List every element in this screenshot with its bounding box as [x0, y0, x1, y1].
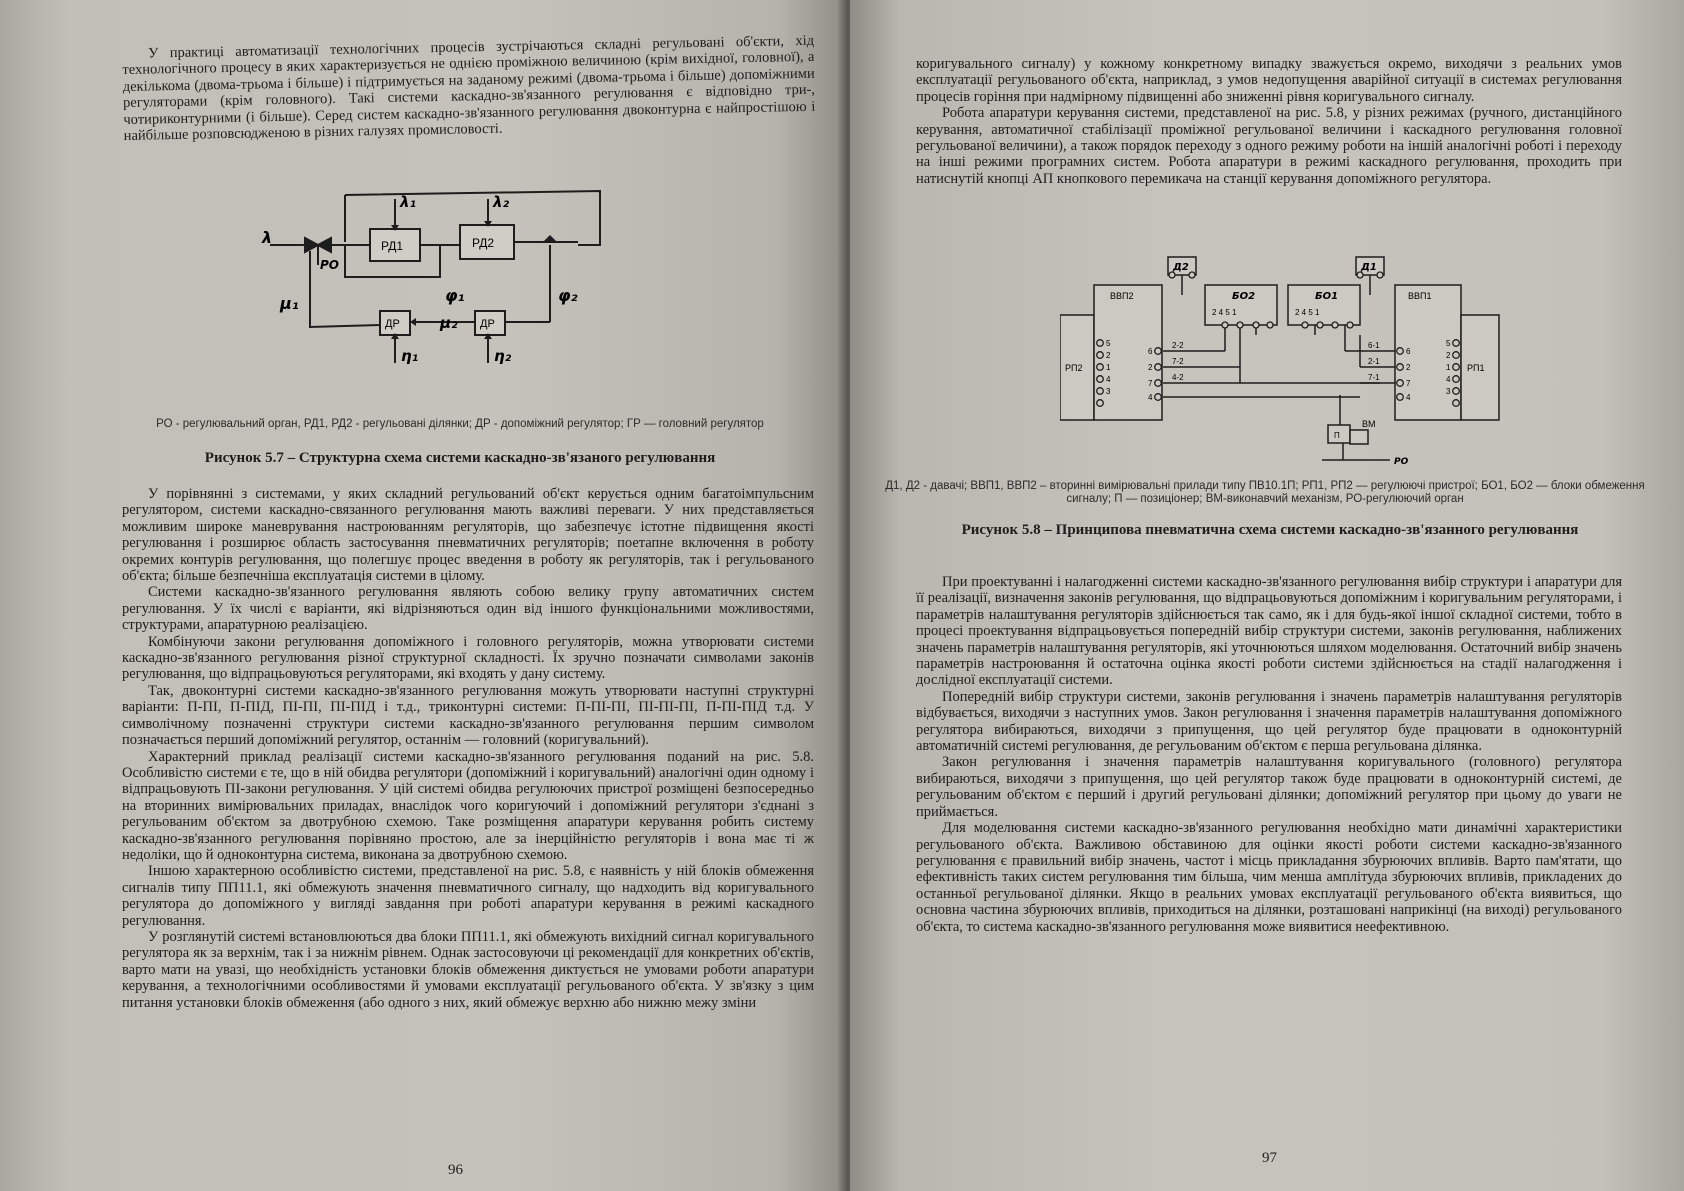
fig8-wire-label: 4-2 — [1172, 373, 1184, 382]
fig8-label-vm: ВМ — [1362, 419, 1376, 429]
figure-5-7-diagram — [260, 185, 620, 400]
fig8-label-d2: Д2 — [1173, 262, 1189, 273]
right-page — [850, 0, 1684, 1191]
fig8-pin: 2 — [1148, 363, 1153, 372]
left-paragraph: Іншою характерною особливістю системи, представленої на рис. 5.8, є наявність у ній блоків обмеження сигналів типу ПП11.1, які обмежують значення пневматичного сигналу, що надходить від коригувального регулятора до допоміжного у вигляді завдання при роботі апаратури керування в режимі каскадного регулювання. — [122, 863, 814, 929]
fig8-pin: 5 — [1446, 339, 1451, 348]
figure-5-7-caption: РО - регулювальний орган, РД1, РД2 - регульовані ділянки; ДР - допоміжний регулятор; ГР — головний регулятор — [156, 418, 764, 430]
left-page-number: 96 — [448, 1162, 463, 1178]
fig8-pin: 4 — [1148, 393, 1153, 402]
fig7-block-rd1: РД1 — [381, 239, 404, 253]
right-paragraph: Закон регулювання і значення параметрів налаштування коригувального (головного) регулятора вибираються, виходячи з припущення, що цей регулятор також буде працювати в одноконтурній системі, де регульованим об'єктом є перший і другий регульовані ділянки; допоміжний регулятор при цьому до уваги не приймається. — [916, 754, 1622, 820]
fig8-bo1-terminals: 2 4 5 1 — [1295, 308, 1320, 317]
right-paragraph: Попередній вибір структури системи, законів регулювання і значень параметрів налаштування регуляторів відбувається, виходячи з наступних умов. Закон регулювання і значення параметрів налаштування допоміжного регулятора вибираються, виходячи з припущення, що цей регулятор буде працювати в одноконтурній автоматичній системі регулювання, де регульованим об'єктом є перша регульована ділянка. — [916, 688, 1622, 755]
left-paragraph: Характерний приклад реалізації системи каскадно-зв'язанного регулювання поданий на рис. 5.8. Особливістю системи є те, що в ній обидва регулятори (допоміжний і коригувальний) аналогічні один одному і відпрацьовують ПІ-закони регулювання. У цій системі обидва регулюючих пристрої розміщені безпосередньо на вторинних вимірювальних приладах, внаслідок чого коригуючий і допоміжний регулятори з'єднані з регульованим об'єктом за двотрубною схемою. Таке розміщення апаратури керування робить систему каскадно-зв'язанного регулювання порівняно простою, але за інерційністю регуляторів і вона має ті ж недоліки, що й одноконтурна система, виконана за двотрубною схемою. — [122, 748, 814, 863]
fig8-wire-label: 7-2 — [1172, 357, 1184, 366]
fig7-label-lambda1: λ₁ — [400, 193, 417, 211]
fig8-pin: 2 — [1446, 351, 1451, 360]
fig8-pin: 4 — [1406, 393, 1411, 402]
fig7-label-mu1: μ₁ — [280, 294, 299, 313]
fig7-label-mu2: μ₂ — [440, 314, 458, 332]
fig8-label-bo1: БО1 — [1315, 291, 1339, 302]
figure-5-8-caption: Д1, Д2 - давачі; ВВП1, ВВП2 – вторинні вимірювальні прилади типу ПВ10.1П; РП1, РП2 — регулюючі пристрої; БО1, БО2 — блоки обмеження сигналу; П — позиціонер; ВМ-виконавчий механізм, РО-регулюючий орган — [885, 480, 1645, 505]
right-body-text — [916, 574, 1622, 935]
fig8-label-p: П — [1334, 431, 1340, 440]
left-paragraph: У розглянутій системі встановлюються два блоки ПП11.1, які обмежують вихідний сигнал коригувального регулятора як за верхнім, так і за нижнім рівнем. Однак застосовуючи ці рекомендації для конкретних об'єктів, варто мати на увазі, що необхідність установки блоків обмеження диктується не умовами роботи апаратури керування, а технологічними особливостями й умовами експлуатації регульованого об'єкта. У зв'язку з цим питання установки блоків обмеження (або одного з них, який обмежує верхню або нижню межу зміни — [122, 928, 814, 1011]
fig7-block-dr1: ДР — [385, 318, 400, 330]
fig7-label-eta1: η₁ — [401, 347, 419, 365]
fig8-pin: 2 — [1406, 363, 1411, 372]
left-body-text — [122, 486, 814, 1011]
fig8-pin: 1 — [1446, 363, 1451, 372]
fig7-label-lambda: λ — [262, 228, 273, 247]
fig8-wire-label: 7-1 — [1368, 373, 1380, 382]
fig8-pin: 7 — [1406, 379, 1411, 388]
fig7-label-ro: РО — [320, 258, 339, 272]
right-page-number: 97 — [1262, 1150, 1277, 1166]
figure-5-8-diagram — [1060, 255, 1600, 480]
fig7-label-phi1: φ₁ — [445, 286, 465, 305]
left-paragraph: Так, двоконтурні системи каскадно-зв'язанного регулювання можуть утворювати наступні структурні варіанти: П-ПІ, П-ПІД, ПІ-ПІ, ПІ-ПІД і т.д., триконтурні системи: П-ПІ-ПІ, ПІ-ПІ-ПІ, П-ПІ-ПІД т.д. У символічному позначенні структури системи каскадно-зв'язанного регулювання першим символом позначається перший допоміжний регулятор, останнім — головний (коригувальний). — [122, 682, 814, 749]
fig8-label-vvp1: ВВП1 — [1408, 291, 1432, 301]
fig8-pin: 4 — [1446, 375, 1451, 384]
fig8-pin: 2 — [1106, 351, 1111, 360]
fig8-pin: 6 — [1148, 347, 1153, 356]
fig8-wire-label: 2-1 — [1368, 357, 1380, 366]
fig8-wire-label: 6-1 — [1368, 341, 1380, 350]
fig8-label-rp1: РП1 — [1467, 363, 1485, 373]
left-paragraph: У порівнянні з системами, у яких складний регульований об'єкт керується одним багатоімпульсним регулятором, системи каскадно-связанного регулювання мають важливі переваги. У них представляється можливим широке маневрування настроюванням регуляторів, що забезпечує істотне підвищення якості регулювання і розширює область застосування пневматичних регуляторів; поетапне включення в роботу окремих контурів регулювання, що полегшує процес введення в роботу як регуляторів, так і регульованого об'єкта; більше безпечніша експлуатація системи в цілому. — [122, 486, 814, 585]
fig8-pin: 4 — [1106, 375, 1111, 384]
intro-text — [122, 33, 816, 145]
right-paragraph: Робота апаратури керування системи, представленої на рис. 5.8, у різних режимах (ручного, дистанційного керування, автоматичної стабілізації проміжної регульованої величини і каскадного регулювання головної регульованої величини), а також порядок переходу з одного режиму роботи на іншій аналогічні роботі і переходу на інші режими програмних систем. Робота апаратури в режимі каскадного регулювання, проходить при натиснутій кнопці АП кнопкового перемикача на станції керування допоміжного регулятора. — [916, 105, 1622, 187]
fig8-wire-label: 2-2 — [1172, 341, 1184, 350]
fig8-label-bo2: БО2 — [1232, 291, 1256, 302]
fig8-pin: 7 — [1148, 379, 1153, 388]
fig7-block-dr2: ДР — [480, 318, 495, 330]
fig8-label-vvp2: ВВП2 — [1110, 291, 1134, 301]
intro-paragraph: У практиці автоматизації технологічних процесів зустрічаються складні регульовані об'єкти, хід технологічного процесу в яких характеризується не однією проміжною величиною (крім вихідної, головної), а декількома (двома-трьома і більше) і підтримується на заданому режимі (двома-трьома і більше) допоміжними регуляторами (крім головного). Такі системи каскадно-зв'язанного регулювання є відповідно три-, чотириконтурними (і більше). Серед систем каскадно-зв'язанного регулювання двоконтурна є найпростішою і найбільше розповсюдженою в різних галузях промисловості. — [122, 32, 816, 145]
fig8-pin: 6 — [1406, 347, 1411, 356]
fig7-label-lambda2: λ₂ — [493, 193, 510, 211]
fig7-block-rd2: РД2 — [472, 236, 495, 250]
fig8-bo2-terminals: 2 4 5 1 — [1212, 308, 1237, 317]
fig8-label-rp2: РП2 — [1065, 363, 1083, 373]
fig8-pin: 5 — [1106, 339, 1111, 348]
figure-5-8-title: Рисунок 5.8 – Принципова пневматична схема системи каскадно-зв'язанного регулювання — [961, 522, 1579, 538]
right-paragraph: Для моделювання системи каскадно-зв'язанного регулювання необхідно мати динамічні характеристики регульованого об'єкта. Важливою обставиною для оцінки якості роботи системи каскадно-зв'язанного регулювання є правильний вибір значень, частот і місць прикладання збурюючих впливів. Варто пам'ятати, що ефективність таких систем регулювання тим більша, чим менша амплітуда збурюючих впливів, прикладених до останньої регульованої ділянки. Якщо в реальних умовах експлуатації регульованого об'єкта виявиться, що основна частина збурюючих впливів, приходиться на ділянки, розташовані наприкінці (на виході) регульованого об'єкта, то система каскадно-зв'язанного регулювання може виявитися неефективною. — [916, 820, 1622, 935]
right-paragraph: коригувального сигналу) у кожному конкретному випадку зважується окремо, виходячи з реальних умов експлуатації регульованого об'єкта, наприклад, з умов недопущення аварійної ситуації в системах регулювання процесів горіння при надмірному підвищенні або зниженні рівня коригувального сигналу. — [916, 56, 1622, 105]
fig7-label-eta2: η₂ — [494, 347, 512, 365]
fig8-pin: 1 — [1106, 363, 1111, 372]
fig7-label-phi2: φ₂ — [558, 286, 578, 305]
right-top-text — [916, 56, 1622, 187]
right-paragraph: При проектуванні і налагодженні системи каскадно-зв'язанного регулювання вибір структури і апаратури для її реалізації, визначення законів регулювання, що відпрацьовуються допоміжним і коригувальним регуляторами, і параметрів налаштування регуляторів здійснюється так само, як і для будь-якої іншої складної системи, тобто в процесі проектування відпрацьовується попередній вибір структури системи, законів регулювання, наближених значень параметрів налаштування регуляторів, які уточнюються шляхом моделювання. Остаточний вибір значень параметрів настроювання й остаточна оцінка якості роботи системи здійснюється на стадії налагодження і дослідної експлуатації системи. — [916, 574, 1622, 689]
fig8-label-ro: РО — [1394, 457, 1409, 467]
fig8-pin: 3 — [1106, 387, 1111, 396]
fig8-label-d1: Д1 — [1361, 262, 1377, 273]
figure-5-7-title: Рисунок 5.7 – Структурна схема системи каскадно-зв'язаного регулювання — [204, 450, 716, 466]
left-paragraph: Комбінуючи закони регулювання допоміжного і головного регуляторів, можна утворювати системи каскадно-зв'язанного регулювання різної структурної складності. Їх зручно позначати символами законів регулювання, що відпрацьовуються регуляторами, які входять у дану систему. — [122, 633, 814, 683]
left-paragraph: Системи каскадно-зв'язанного регулювання являють собою велику групу автоматичних систем регулювання. У їх числі є варіанти, які відрізняються один від іншого функціональними можливостями, структурами, апаратурною реалізацією. — [122, 584, 814, 634]
fig8-pin: 3 — [1446, 387, 1451, 396]
